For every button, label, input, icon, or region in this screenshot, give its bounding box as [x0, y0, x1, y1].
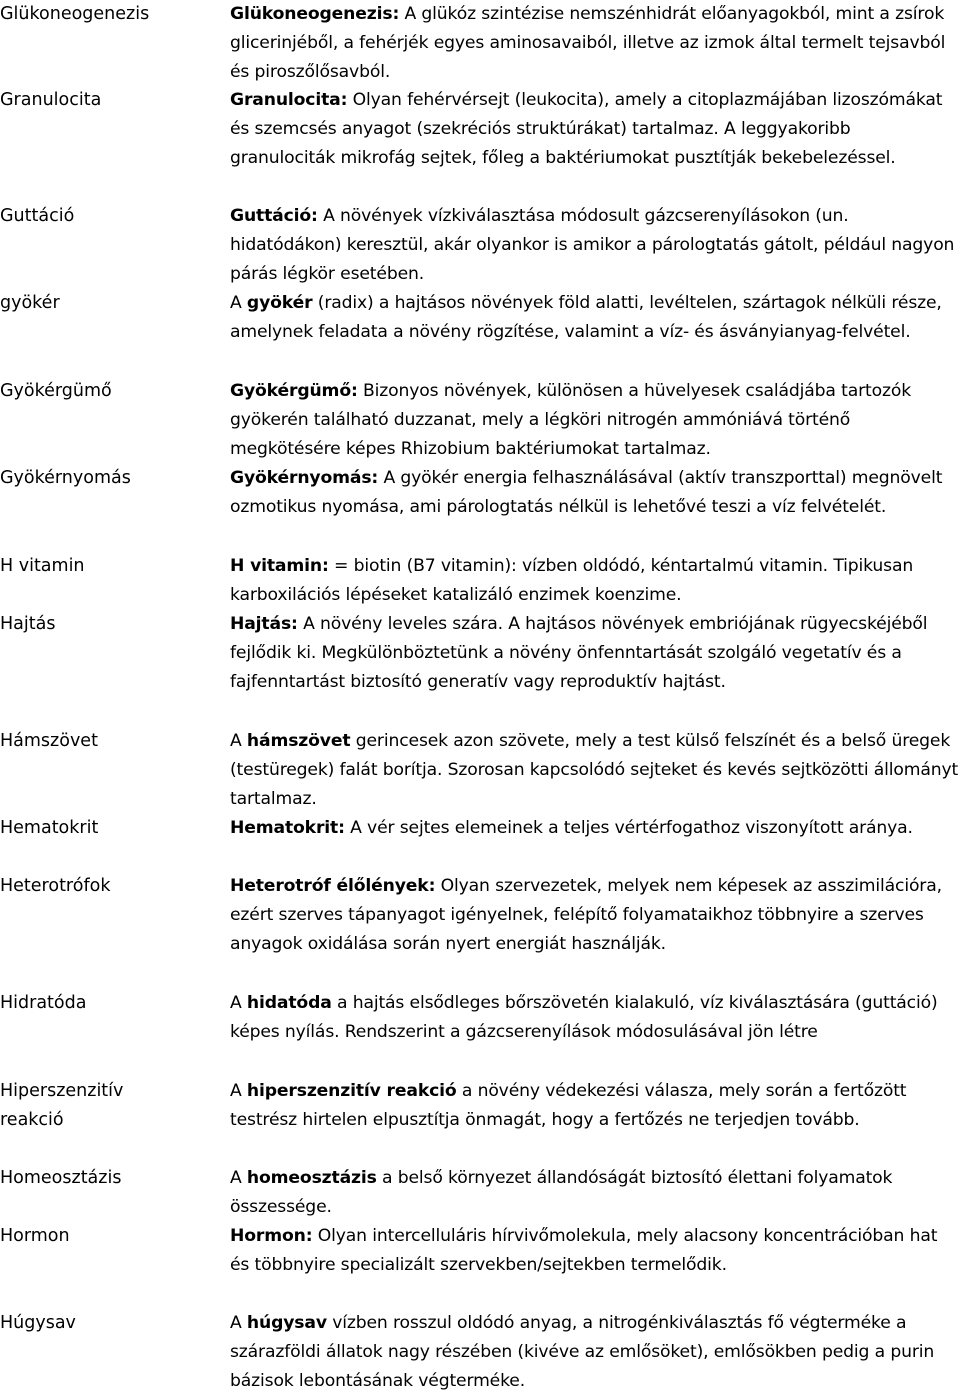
definition-text: [230, 727, 960, 814]
definition-prefix: A: [230, 1313, 247, 1333]
definition-body: (radix) a hajtásos növények föld alatti, levéltelen, szártagok nélküli része, amelynek feladata a növény rögzítése, valamint a víz- és ásványianyag-felvétel.: [230, 293, 942, 342]
definition-keyword: Heterotróf élőlények:: [230, 876, 436, 896]
definition-keyword: Glükoneogenezis:: [230, 4, 400, 24]
definition-body: gerincesek azon szövete, mely a test külső felszínét és a belső üregek (testüregek) falát borítja. Szorosan kapcsolódó sejteket és kevés sejtközötti állományt tartalmaz.: [230, 731, 959, 809]
definition-body: A növény leveles szára. A hajtásos növények embriójának rügyecskéjéből fejlődik ki. Megkülönböztetünk a növény önfenntartását szolgáló vegetatív és a fajfenntartást biztosító generatív vagy reproduktív hajtást.: [230, 614, 928, 692]
definition-body: = biotin (B7 vitamin): vízben oldódó, kéntartalmú vitamin. Tipikusan karboxilációs lépéseket katalizáló enzimek koenzime.: [230, 556, 914, 605]
definition-text: [230, 0, 960, 87]
definition-text: [230, 1164, 960, 1222]
definition-text: [230, 872, 960, 959]
definition-text: [230, 814, 960, 843]
definition-body: Olyan intercelluláris hírvivőmolekula, mely alacsony koncentrációban hat és többnyire specializált szervekben/sejtekben termelődik.: [230, 1226, 938, 1275]
term-label: gyökér: [0, 293, 60, 313]
definition-body: a hajtás elsődleges bőrszövetén kialakuló, víz kiválasztására (guttáció) képes nyílás. Rendszerint a gázcserenyílások módosulásával jön létre: [230, 993, 938, 1042]
definition-body: A glükóz szintézise nemszénhidrát előanyagokból, mint a zsírok glicerinjéből, a fehérjék egyes aminosavaiból, illetve az izmok által termelt tejsavból és piroszőlősavból.: [230, 4, 946, 82]
definition-keyword: hiperszenzitív reakció: [246, 1081, 457, 1101]
definition-keyword: gyökér: [246, 293, 313, 313]
definition-text: [230, 86, 960, 173]
definition-keyword: H vitamin:: [230, 556, 329, 576]
term-label: Hiperszenzitív reakció: [0, 1081, 124, 1130]
definition-text: [230, 989, 960, 1047]
term-label: Heterotrófok: [0, 876, 111, 896]
definition-keyword: hámszövet: [246, 731, 351, 751]
definition-text: [230, 289, 960, 347]
definition-body: a belső környezet állandóságát biztosító élettani folyamatok összessége.: [230, 1168, 893, 1217]
definition-text: [230, 202, 960, 289]
definition-body: A vér sejtes elemeinek a teljes vértérfogathoz viszonyított aránya.: [344, 818, 913, 838]
term-label: Hidratóda: [0, 993, 87, 1013]
definition-text: [230, 377, 960, 464]
definition-keyword: Gyökérnyomás:: [230, 468, 379, 488]
term-label: Glükoneogenezis: [0, 4, 150, 24]
definition-keyword: hidatóda: [246, 993, 332, 1013]
definition-keyword: Hematokrit:: [230, 818, 345, 838]
definition-text: [230, 610, 960, 697]
definition-text: [230, 464, 960, 522]
definition-body: a növény védekezési válasza, mely során a fertőzött testrész hirtelen elpusztítja önmagát, hogy a fertőzés ne terjedjen tovább.: [230, 1081, 907, 1130]
definition-keyword: Gyökérgümő:: [230, 381, 358, 401]
term-label: Gyökérgümő: [0, 381, 112, 401]
definition-text: [230, 1077, 960, 1135]
definition-prefix: A: [230, 993, 247, 1013]
term-label: Húgysav: [0, 1313, 76, 1333]
definition-keyword: húgysav: [246, 1313, 327, 1333]
definition-body: Olyan szervezetek, melyek nem képesek az asszimilációra, ezért szerves tápanyagot igényelnek, felépítő folyamataikhoz többnyire a szerves anyagok oxidálása során nyert energiát használják.: [230, 876, 942, 954]
term-label: Hajtás: [0, 614, 56, 634]
definition-body: A gyökér energia felhasználásával (aktív transzporttal) megnövelt ozmotikus nyomása, ami párologtatás nélkül is lehetővé teszi a víz felvételét.: [230, 468, 943, 517]
term-label: Hematokrit: [0, 818, 99, 838]
definition-prefix: A: [230, 1168, 247, 1188]
definition-body: vízben rosszul oldódó anyag, a nitrogénkiválasztás fő végterméke a szárazföldi állatok nagy részében (kivéve az emlősöket), emlősökben pedig a purin bázisok lebontásának végterméke.: [230, 1313, 935, 1391]
definition-keyword: Granulocita:: [230, 90, 348, 110]
term-label: Hámszövet: [0, 731, 98, 751]
definition-prefix: A: [230, 1081, 247, 1101]
definition-text: [230, 552, 960, 610]
term-label: Gyökérnyomás: [0, 468, 131, 488]
definition-prefix: A: [230, 731, 247, 751]
definition-keyword: homeosztázis: [246, 1168, 377, 1188]
term-label: H vitamin: [0, 556, 85, 576]
definition-text: [230, 1222, 960, 1280]
definition-prefix: A: [230, 293, 247, 313]
term-label: Hormon: [0, 1226, 70, 1246]
definition-body: Olyan fehérvérsejt (leukocita), amely a citoplazmájában lizoszómákat és szemcsés anyagot (szekréciós struktúrákat) tartalmaz. A leggyakoribb granulociták mikrofág sejtek, főleg a baktériumokat pusztítják bekebelezéssel.: [230, 90, 943, 168]
term-label: Granulocita: [0, 90, 102, 110]
definition-body: A növények vízkiválasztása módosult gázcserenyílásokon (un. hidatódákon) keresztül, akár olyankor is amikor a párologtatás gátolt, például nagyon párás légkör esetében.: [230, 206, 955, 284]
definition-keyword: Hormon:: [230, 1226, 313, 1246]
term-label: Guttáció: [0, 206, 75, 226]
definition-text: [230, 1309, 960, 1396]
definition-keyword: Guttáció:: [230, 206, 318, 226]
term-label: Homeosztázis: [0, 1168, 122, 1188]
definition-body: Bizonyos növények, különösen a hüvelyesek családjába tartozók gyökerén található duzzanat, mely a légköri nitrogén ammóniává történő megkötésére képes Rhizobium baktériumokat tartalmaz.: [230, 381, 911, 459]
definition-keyword: Hajtás:: [230, 614, 298, 634]
